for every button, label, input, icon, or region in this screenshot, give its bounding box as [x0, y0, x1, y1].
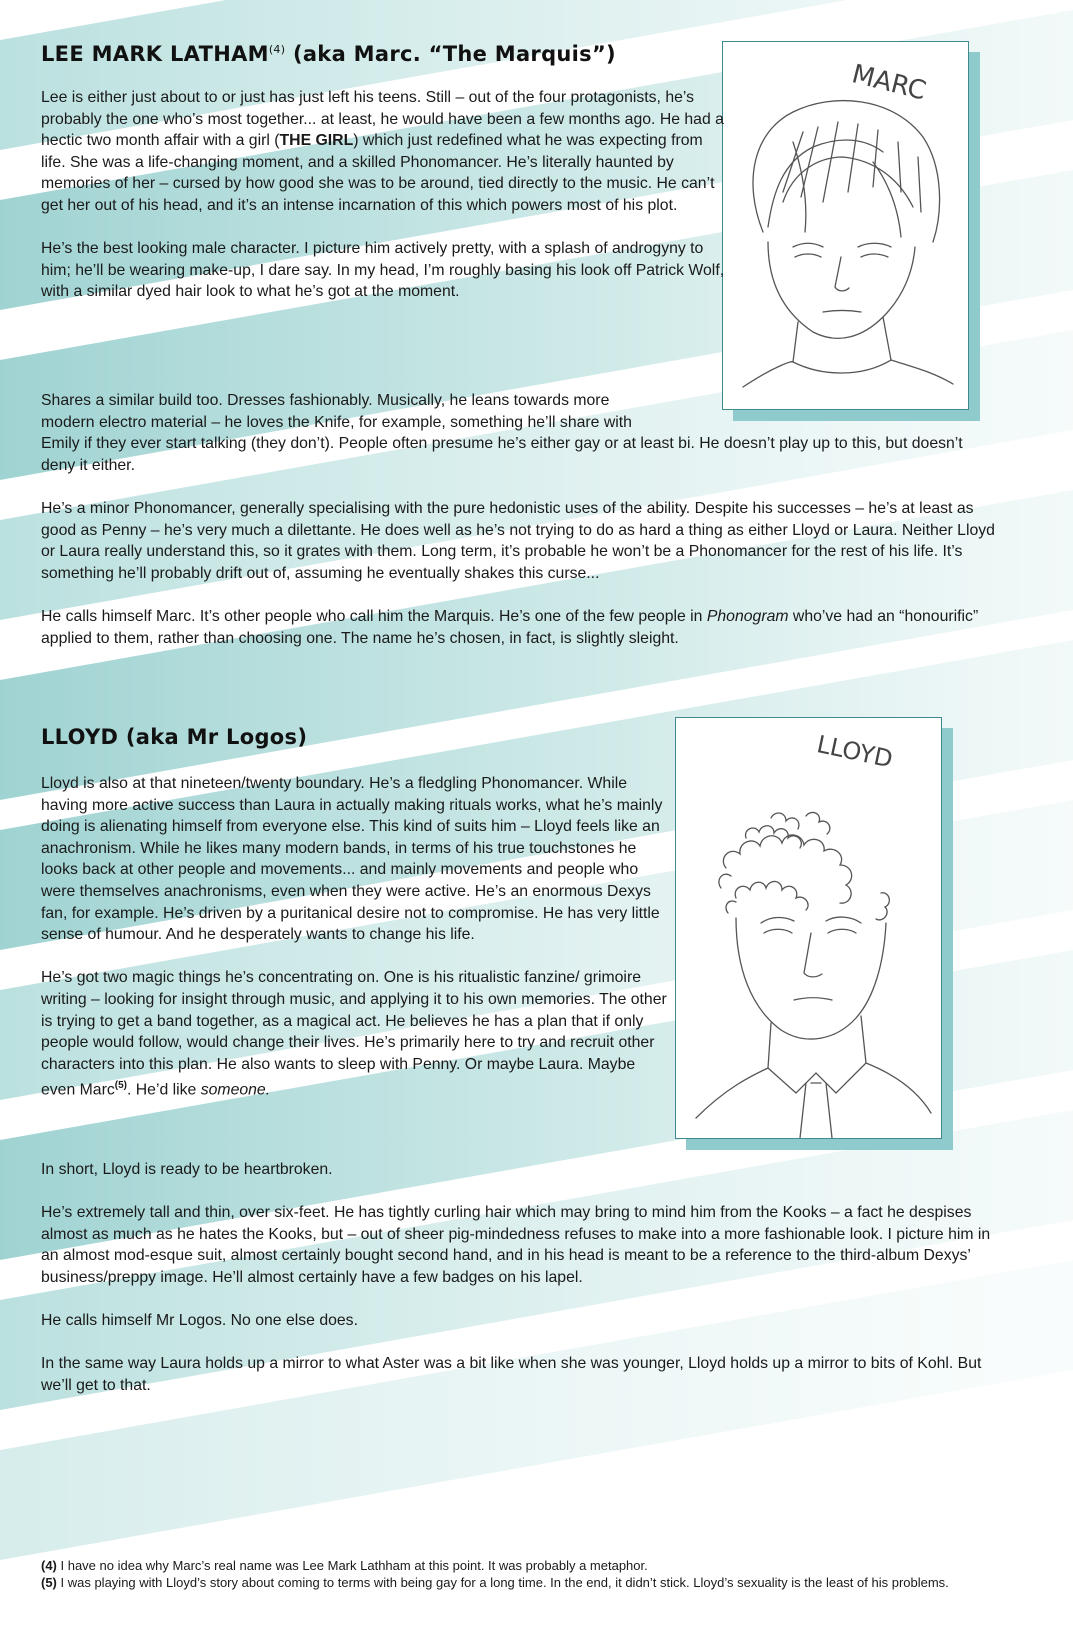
lloyd-p2-italic: someone.: [200, 1081, 271, 1099]
footnote-4: [41, 1557, 1041, 1574]
marc-portrait-sketch: [723, 42, 968, 409]
lloyd-p2-text-b: . He’d like: [126, 1081, 201, 1099]
marc-p1-bold: THE GIRL: [279, 132, 354, 150]
marc-p5-text-b: who’ve had an “honourific” applied to them, rather than choosing one. The name he’s chosen, in fact, is slightly sleight.: [41, 607, 979, 647]
lloyd-sketch-label: LLOYD: [814, 730, 896, 774]
lloyd-p2-text-a: He’s got two magic things he’s concentrating on. One is his ritualistic fanzine/ grimoire writing – looking for insight through music, and applying it to his own memories. The other is trying to get a band together, as a magical act. He believes he has a plan that if only people would follow, would change their lives. He’s primarily here to try and recruit other characters into this plan. He also wants to sleep with Penny. Or maybe Laura. Maybe even Marc: [41, 969, 667, 1099]
marc-alias: (aka Marc. “The Marquis”): [285, 42, 616, 66]
lloyd-paragraph-5: He calls himself Mr Logos. No one else does.: [41, 1312, 358, 1330]
footnote-4-number: (4): [41, 1558, 57, 1573]
marc-paragraph-2: He’s the best looking male character. I picture him actively pretty, with a splash of androgyny to him; he’ll be wearing make-up, I dare say. In my head, I’m roughly basing his look off Patrick Wolf, with a similar dyed hair look to what he’s got at the moment.: [41, 240, 725, 301]
marc-paragraph-1: [41, 87, 726, 217]
lloyd-sketch-frame: [675, 717, 942, 1139]
marc-body: [41, 87, 726, 325]
marc-p3-line-2: modern electro material – he loves the Knife, for example, something he’ll share with: [41, 413, 632, 431]
footnote-ref-5: (5): [114, 1080, 127, 1092]
lloyd-portrait-sketch: [676, 718, 941, 1138]
lloyd-paragraph-2: [41, 967, 673, 1101]
footnote-5-text: I was playing with Lloyd’s story about coming to terms with being gay for a long time. In the end, it didn’t stick. Lloyd’s sexuality is the least of his problems.: [56, 1575, 949, 1590]
lloyd-paragraph-4: He’s extremely tall and thin, over six-feet. He has tightly curling hair which may bring to mind him from the Kooks – a fact he despises almost as much as he hates the Kooks, but – out of sheer pig-mindedness refuses to make into a more fashionable look. I picture him in an almost mod-esque suit, almost certainly bought second hand, and in his head is meant to be a reference to the third-album Dexys’ business/preppy image. He’ll almost certainly have a few badges on his lapel.: [41, 1204, 991, 1286]
marc-p1-text-b: ) which just redefined what he was expecting from life. She was a life-changing moment, and a skilled Phonomancer. He’s literally haunted by memories of her – cursed by how good she was to be around, tied directly to the music. He can’t get her out of his head, and it’s an intense incarnation of this which powers most of his plot.: [41, 132, 715, 214]
marc-p5-text-a: He calls himself Marc. It’s other people who call him the Marquis. He’s one of the few people in: [41, 607, 707, 625]
lloyd-paragraph-6: In the same way Laura holds up a mirror to what Aster was a bit like when she was younger, Lloyd holds up a mirror to bits of Kohl. But we’ll get to that.: [41, 1355, 982, 1394]
marc-sketch-frame: [722, 41, 969, 410]
marc-name: LEE MARK LATHAM: [41, 42, 269, 66]
footnote-4-text: I have no idea why Marc’s real name was Lee Mark Lathham at this point. It was probably a metaphor.: [56, 1558, 648, 1573]
marc-p3-rest: Emily if they ever start talking (they don’t). People often presume he’s either gay or at least bi. He doesn’t play up to this, but doesn’t deny it either.: [41, 435, 963, 474]
marc-p3-line-1: Shares a similar build too. Dresses fashionably. Musically, he leans towards more: [41, 392, 610, 409]
lloyd-paragraph-3: In short, Lloyd is ready to be heartbroken.: [41, 1161, 333, 1178]
lloyd-body-continued: [41, 1159, 1001, 1418]
marc-body-continued: [41, 390, 1001, 671]
lloyd-body: [41, 773, 673, 1123]
lloyd-paragraph-1: Lloyd is also at that nineteen/twenty boundary. He’s a fledgling Phonomancer. While having more active success than Laura in actually making rituals works, what he’s mainly doing is alienating himself from everyone else. This kind of suits him – Lloyd feels like an anachronism. While he likes many modern bands, in terms of his true touchstones he looks back at other people and movements... and mainly movements and people who were themselves anachronisms, even when they were active. He’s an enormous Dexys fan, for example. He’s driven by a puritanical desire not to compromise. He has very little sense of humour. And he desperately wants to change his life.: [41, 775, 663, 944]
marc-heading: [41, 42, 616, 66]
footnote-5-number: (5): [41, 1575, 57, 1590]
marc-paragraph-3: [41, 390, 1001, 476]
marc-sketch-label: MARC: [848, 59, 929, 107]
footnote-5: [41, 1574, 1041, 1591]
marc-p5-italic: Phonogram: [706, 607, 789, 625]
marc-paragraph-5: [41, 606, 1001, 649]
lloyd-heading: LLOYD (aka Mr Logos): [41, 725, 308, 749]
marc-paragraph-4: He’s a minor Phonomancer, generally specialising with the pure hedonistic uses of the ability. Despite his successes – he’s at least as good as Penny – he’s very much a dilettante. He does well as he’s not trying to do as hard a thing as either Lloyd or Laura. Neither Lloyd or Laura really understand this, so it grates with them. Long term, it’s probable he won’t be a Phonomancer for the rest of his life. It’s something he’ll probably drift out of, assuming he eventually shakes this curse...: [41, 499, 995, 582]
marc-p1-text-a: Lee is either just about to or just has just left his teens. Still – out of the four protagonists, he’s probably the one who’s most together... at least, he would have been a few months ago. He had a hectic two month affair with a girl (: [41, 89, 724, 150]
footnote-ref-4: (4): [268, 43, 286, 56]
footnotes: [41, 1557, 1041, 1591]
